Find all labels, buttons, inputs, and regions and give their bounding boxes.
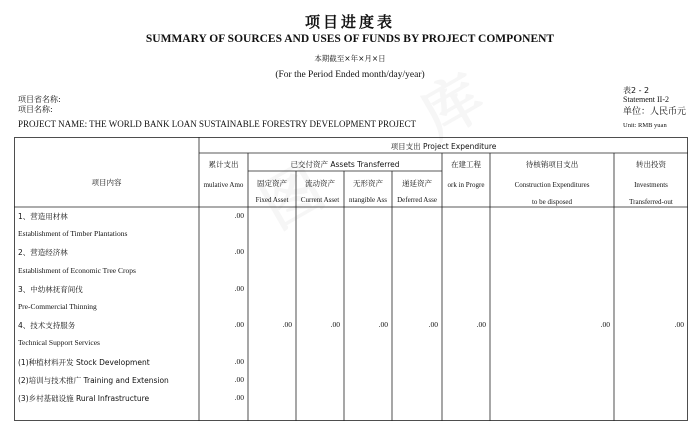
fixed-asset-header-cn: 固定资产 [257,179,287,188]
project-expenditure-header: 项目支出 Project Expenditure [390,142,497,151]
investment-header-en-2: Transferred-out [629,198,673,206]
construction-header-en: Construction Expenditures [514,181,590,189]
table-row-label: 2、营造经济林 [18,248,68,258]
investment-header-cn: 转出投资 [636,160,666,169]
table-cell-value: .00 [674,320,684,330]
deferred-asset-header-cn: 递延资产 [402,179,432,188]
table-cell-value: .00 [234,356,244,366]
work-in-progress-header-cn: 在建工程 [451,160,481,169]
cumulative-header-cn: 累计支出 [208,160,239,169]
period-cn: 本期截至×年×月×日 [314,54,386,63]
table-row-label: (3)乡村基础设施 Rural Infrastructure [18,394,150,403]
period-en: (For the Period Ended month/day/year) [275,70,425,80]
project-name: PROJECT NAME: THE WORLD BANK LOAN SUSTAINABLE FORESTRY DEVELOPMENT PROJECT [18,119,417,129]
investment-header-en: Investments [634,181,668,189]
construction-header-cn: 待核销项目支出 [525,160,579,169]
table-cell-value: .00 [330,320,340,330]
table-cell-value: .00 [234,320,244,330]
table-row-label: Establishment of Timber Plantations [18,229,128,239]
deferred-asset-header-en: Deferred Asse [397,196,437,204]
current-asset-header-en: Current Asset [300,196,340,204]
table-cell-value: .00 [476,320,486,330]
work-in-progress-header-en: ork in Progre [447,181,485,189]
table-cell-value: .00 [234,374,244,384]
table-cell-value: .00 [428,320,438,330]
current-asset-header-cn: 流动资产 [305,179,335,188]
page-subtitle: SUMMARY OF SOURCES AND USES OF FUNDS BY PROJECT COMPONENT [145,33,555,45]
table-row-label: Establishment of Economic Tree Crops [18,265,136,275]
table-row-label: (1)种植材料开发 Stock Development [18,357,150,367]
table-cell-value: .00 [282,320,292,330]
construction-header-en-2: to be disposed [531,198,573,206]
table-cell-value: .00 [234,211,244,220]
cumulative-header-en: mulative Amo [203,181,244,189]
table-row-label: 4、技术支持服务 [18,321,76,331]
unit-cn: 单位：人民币元 [623,107,687,117]
statement-number-cn: 表2 - 2 [623,86,650,95]
province-label: 项目省名称: [18,95,61,104]
intangible-asset-header-en: ntangible Ass [349,196,387,204]
table-cell-value: .00 [234,393,244,402]
table-row-label: (2)培训与技术推广 Training and Extension [18,375,169,385]
funds-table [14,137,688,421]
fixed-asset-header-en: Fixed Asset [255,196,289,204]
table-row-label: Pre-Commercial Thinning [18,302,97,311]
table-row-label: 1、营造用材林 [18,212,68,221]
project-label: 项目名称: [18,105,53,114]
unit-en: Unit: RMB yuan [623,122,667,129]
statement-number-en: Statement II-2 [623,95,669,104]
table-cell-value: .00 [234,247,244,257]
assets-transferred-header: 已交付资产 Assets Transferred [290,160,400,169]
table-row-label: 3、中幼林抚育间伐 [18,284,83,294]
table-cell-value: .00 [600,320,610,330]
intangible-asset-header-cn: 无形资产 [353,179,383,188]
page-title: 项目进度表 [304,13,395,31]
table-row-label: Technical Support Services [18,338,100,348]
item-content-header: 项目内容 [91,178,122,187]
table-cell-value: .00 [378,320,388,330]
table-cell-value: .00 [234,283,244,293]
